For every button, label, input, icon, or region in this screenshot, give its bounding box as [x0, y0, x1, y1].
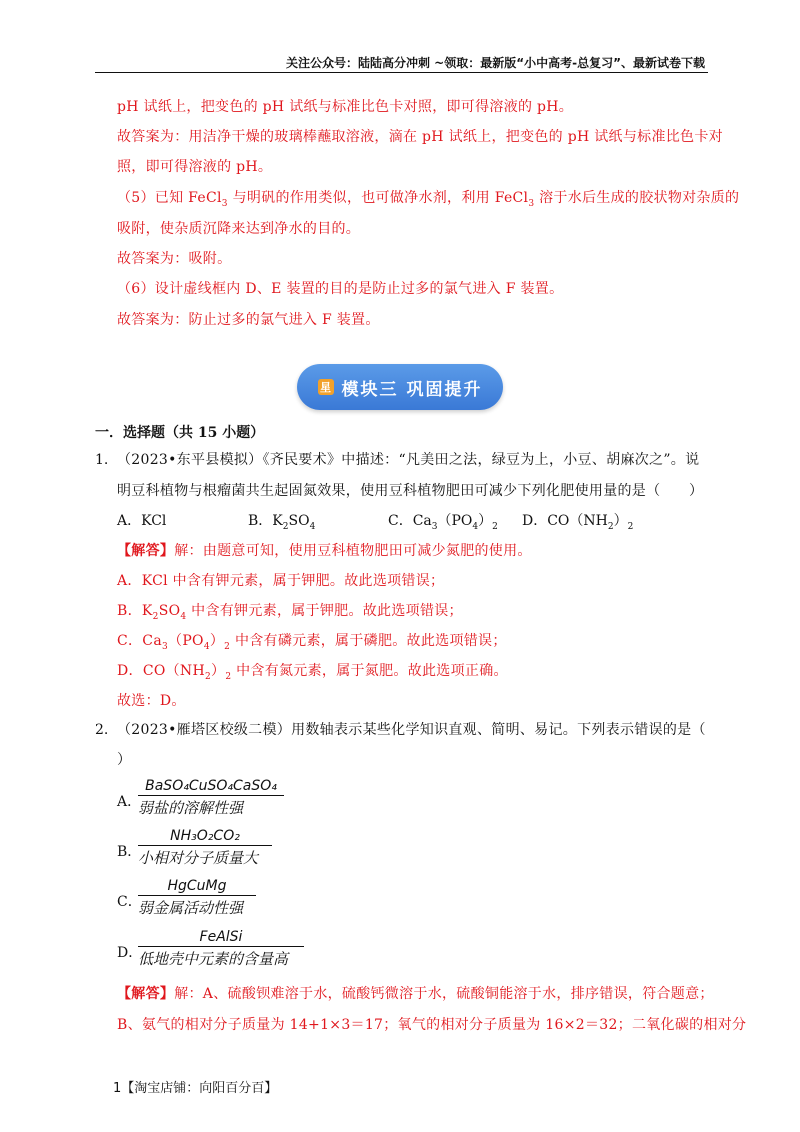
option-b: B．$K_2SO_4$	[248, 513, 316, 532]
question-stem: （2023•雁塔区校级二模）用数轴表示某些化学知识直观、简明、易记。下列表示错误的是（	[117, 722, 706, 738]
section-title: 一．选择题（共 15 小题）	[95, 425, 265, 441]
question-stem: ）	[117, 752, 132, 768]
option-d-numberline: FeAlSi 低地壳中元素的含量高	[138, 929, 304, 969]
option-b-numberline: NH₃O₂CO₂ 小相对分子质量大	[138, 828, 272, 868]
option-b-label: B．	[117, 844, 142, 860]
star-icon: 星	[318, 379, 334, 395]
answer-line: D．$CO(NH_2)_2$ 中含有氮元素，属于氮肥。故此选项正确。	[117, 663, 508, 682]
answer-line: 吸附，使杂质沉降来达到净水的目的。	[117, 221, 361, 237]
option-d: D．$CO(NH_2)_2$	[522, 513, 634, 532]
module-banner	[297, 364, 503, 410]
option-c: C．$Ca_3(PO_4)_2$	[388, 513, 498, 532]
answer-line-5: （5）已知 FeCl$_3$ 与明矾的作用类似，也可做净水剂，利用 FeCl$_3$ 溶于水后生成的胶状物对杂质的	[117, 190, 740, 209]
answer-line: 故答案为：防止过多的氯气进入 F 装置。	[117, 312, 380, 328]
answer-line: （6）设计虚线框内 D、E 装置的目的是防止过多的氯气进入 F 装置。	[117, 281, 564, 297]
option-a-numberline: BaSO₄CuSO₄CaSO₄ 弱盐的溶解性强	[138, 778, 284, 818]
answer-line: A．KCl 中含有钾元素，属于钾肥。故此选项错误；	[117, 573, 445, 589]
answer-line: 故答案为：吸附。	[117, 251, 232, 267]
question-stem: 明豆科植物与根瘤菌共生起固氮效果，使用豆科植物肥田可减少下列化肥使用量的是（ ）	[117, 483, 704, 499]
option-c-label: C．	[117, 894, 142, 910]
header-divider	[95, 72, 708, 73]
option-d-label: D．	[117, 945, 143, 961]
page-header: 关注公众号：陆陆高分冲刺 ~领取：最新版“小中高考-总复习”、最新试卷下载	[286, 56, 705, 70]
option-a-label: A．	[117, 794, 142, 810]
option-a: A．KCl	[117, 513, 167, 529]
question-number: 1.	[95, 452, 109, 468]
option-c-numberline: HgCuMg 弱金属活动性强	[138, 878, 256, 918]
banner-title: 模块三 巩固提升	[341, 379, 483, 400]
answer-line: B．$K_2SO_4$ 中含有钾元素，属于钾肥。故此选项错误；	[117, 603, 463, 622]
question-number: 2.	[95, 722, 109, 738]
answer-line: 故答案为：用洁净干燥的玻璃棒蘸取溶液，滴在 pH 试纸上，把变色的 pH 试纸与标准比色卡对	[117, 129, 723, 145]
answer-line: 【解答】解：A、硫酸钡难溶于水，硫酸钙微溶于水，硫酸铜能溶于水，排序错误，符合题意；	[117, 986, 714, 1002]
answer-line: C．$Ca_3(PO_4)_2$ 中含有磷元素，属于磷肥。故此选项错误；	[117, 633, 507, 652]
answer-line: pH 试纸上，把变色的 pH 试纸与标准比色卡对照，即可得溶液的 pH。	[117, 99, 574, 115]
answer-line: 照，即可得溶液的 pH。	[117, 159, 273, 175]
answer-choice: 故选：D。	[117, 693, 186, 709]
answer-line: B、氨气的相对分子质量为 14+1×3＝17；氧气的相对分子质量为 16×2＝32；二氧化碳的相对分	[117, 1017, 747, 1033]
question-stem: （2023•东平县模拟）《齐民要术》中描述：“凡美田之法，绿豆为上，小豆、胡麻次之”。说	[117, 452, 700, 468]
page-footer: 1【淘宝店铺：向阳百分百】	[113, 1081, 278, 1096]
answer-line: 【解答】解：由题意可知，使用豆科植物肥田可减少氮肥的使用。	[117, 543, 532, 559]
